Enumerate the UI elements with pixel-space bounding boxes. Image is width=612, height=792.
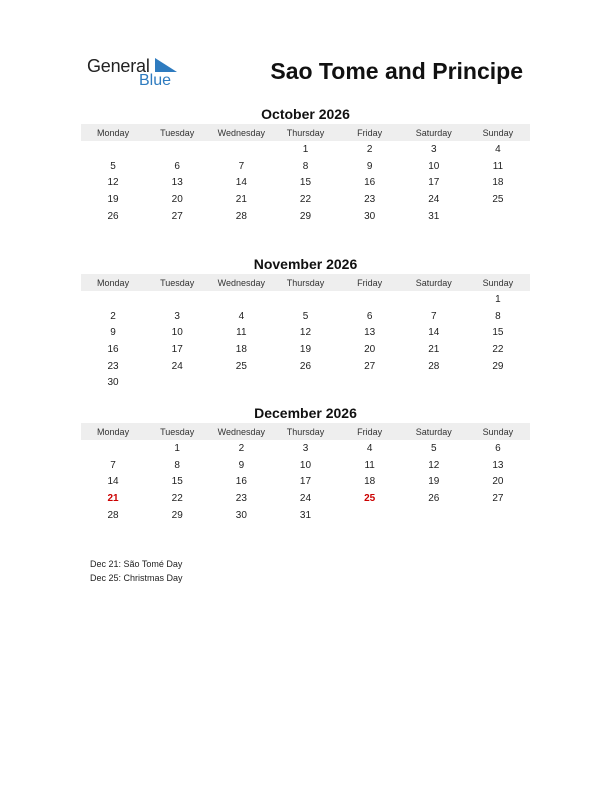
- day-cell: 3: [302, 442, 309, 454]
- day-cell: 13: [364, 327, 376, 339]
- day-cell: 30: [235, 509, 247, 521]
- weekday-header: Wednesday: [217, 127, 266, 138]
- day-cell: 13: [171, 177, 183, 189]
- weekday-header: Monday: [97, 277, 130, 288]
- day-cell: 11: [236, 327, 247, 339]
- day-cell: 11: [364, 459, 375, 471]
- country-title: Sao Tome and Principe: [270, 58, 523, 84]
- day-cell: 14: [235, 177, 247, 189]
- day-cell: 8: [495, 310, 501, 322]
- day-cell: 1: [495, 293, 501, 305]
- day-cell: 31: [428, 210, 440, 222]
- day-cell: 24: [299, 492, 312, 504]
- day-cell: 17: [171, 343, 183, 355]
- day-cell: 27: [364, 360, 376, 372]
- day-cell: 5: [430, 442, 437, 454]
- day-cell: 19: [428, 476, 440, 488]
- day-cell: 16: [107, 343, 119, 355]
- day-cell: 22: [171, 492, 183, 504]
- weekday-header: Saturday: [415, 277, 452, 288]
- day-cell: 21: [428, 343, 440, 355]
- weekday-header: Saturday: [415, 127, 452, 138]
- week-row: [81, 324, 530, 341]
- day-cell: 26: [107, 210, 119, 222]
- day-cell: 7: [110, 459, 116, 471]
- week-row: [81, 208, 530, 225]
- weekday-header: Tuesday: [160, 426, 195, 437]
- weekday-header: Friday: [357, 426, 383, 437]
- day-cell: 20: [364, 343, 376, 355]
- month-title: December 2026: [254, 405, 357, 421]
- weekday-header-row: [81, 124, 530, 141]
- weekday-header: Sunday: [482, 127, 514, 138]
- day-cell: 10: [299, 459, 312, 471]
- day-cell: 23: [235, 492, 247, 504]
- weekday-header: Tuesday: [160, 127, 195, 138]
- day-cell: 30: [364, 210, 376, 222]
- day-cell: 27: [171, 210, 183, 222]
- month-title: October 2026: [261, 106, 350, 122]
- weekday-header: Wednesday: [217, 426, 266, 437]
- week-row: [81, 440, 530, 457]
- week-row: [81, 473, 530, 490]
- day-cell: 30: [107, 377, 119, 389]
- month-november: [81, 254, 530, 391]
- day-cell: 2: [238, 442, 245, 454]
- day-cell: 12: [299, 327, 312, 339]
- day-cell: 28: [235, 210, 247, 222]
- logo-triangle-icon: [155, 58, 177, 72]
- day-cell: 13: [492, 459, 504, 471]
- weekday-header: Sunday: [482, 426, 514, 437]
- day-cell: 12: [428, 459, 440, 471]
- day-cell: 2: [110, 310, 116, 322]
- day-cell: 23: [107, 360, 119, 372]
- day-cell: 26: [428, 492, 440, 504]
- day-cell: 20: [492, 476, 504, 488]
- day-cell: 22: [299, 193, 312, 205]
- logo-blue-text: Blue: [139, 72, 172, 89]
- day-cell: 21: [107, 492, 119, 504]
- weekday-header: Tuesday: [160, 277, 195, 288]
- day-cell: 11: [492, 160, 504, 172]
- day-cell: 15: [171, 476, 183, 488]
- weekday-header: Monday: [97, 127, 130, 138]
- weekday-header: Thursday: [286, 127, 325, 138]
- day-cell: 18: [492, 177, 504, 189]
- day-cell: 19: [107, 193, 119, 205]
- day-cell: 9: [238, 459, 245, 471]
- day-cell: 28: [428, 360, 440, 372]
- day-cell: 7: [430, 310, 437, 322]
- day-cell: 23: [364, 193, 376, 205]
- day-cell: 9: [366, 160, 373, 172]
- day-cell: 7: [238, 160, 245, 172]
- day-cell: 19: [299, 343, 312, 355]
- day-cell: 4: [238, 310, 245, 322]
- day-cell: 10: [171, 327, 183, 339]
- week-row: [81, 457, 530, 474]
- day-cell: 29: [492, 360, 504, 372]
- day-cell: 17: [428, 177, 440, 189]
- weekday-header: Friday: [357, 277, 383, 288]
- day-cell: 15: [299, 177, 312, 189]
- month-title: November 2026: [253, 256, 358, 272]
- weekday-header-row: [81, 274, 530, 291]
- week-row: [81, 174, 530, 191]
- day-cell: 29: [171, 509, 183, 521]
- day-cell: 14: [428, 327, 440, 339]
- day-cell: 25: [364, 492, 376, 504]
- day-cell: 8: [174, 459, 180, 471]
- day-cell: 16: [364, 177, 376, 189]
- day-cell: 9: [110, 327, 116, 339]
- week-row: [81, 308, 530, 325]
- day-cell: 8: [302, 160, 309, 172]
- week-row: [81, 358, 530, 375]
- day-cell: 6: [366, 310, 373, 322]
- month-december: [81, 403, 530, 523]
- day-cell: 15: [492, 327, 504, 339]
- weekday-header-row: [81, 423, 530, 440]
- week-row: [81, 507, 530, 524]
- holiday-notes: [90, 557, 183, 585]
- day-cell: 5: [110, 160, 116, 172]
- brand-logo: [87, 56, 197, 92]
- day-cell: 4: [366, 442, 373, 454]
- logo-general-text: General: [87, 56, 150, 76]
- weekday-header: Thursday: [286, 426, 325, 437]
- week-row: [81, 158, 530, 175]
- day-cell: 14: [107, 476, 119, 488]
- day-cell: 24: [428, 193, 440, 205]
- weekday-header: Thursday: [286, 277, 325, 288]
- week-row: [81, 291, 530, 308]
- day-cell: 3: [430, 143, 437, 155]
- day-cell: 6: [495, 442, 501, 454]
- day-cell: 29: [299, 210, 312, 222]
- day-cell: 25: [492, 193, 504, 205]
- weekday-header: Wednesday: [217, 277, 266, 288]
- day-cell: 22: [492, 343, 504, 355]
- day-cell: 6: [174, 160, 180, 172]
- weekday-header: Sunday: [482, 277, 514, 288]
- day-cell: 2: [366, 143, 373, 155]
- day-cell: 26: [299, 360, 312, 372]
- day-cell: 12: [107, 177, 119, 189]
- day-cell: 25: [235, 360, 247, 372]
- day-cell: 4: [495, 143, 501, 155]
- week-row: [81, 141, 530, 158]
- day-cell: 20: [171, 193, 183, 205]
- holiday-note: Dec 21: São Tomé Day: [90, 559, 183, 569]
- month-october: [81, 104, 530, 224]
- day-cell: 18: [364, 476, 376, 488]
- weekday-header: Friday: [357, 127, 383, 138]
- weekday-header: Saturday: [415, 426, 452, 437]
- week-row: [81, 374, 530, 391]
- week-row: [81, 490, 530, 507]
- day-cell: 21: [235, 193, 247, 205]
- day-cell: 3: [174, 310, 180, 322]
- day-cell: 1: [174, 442, 180, 454]
- day-cell: 27: [492, 492, 504, 504]
- week-row: [81, 191, 530, 208]
- day-cell: 10: [428, 160, 440, 172]
- holiday-note: Dec 25: Christmas Day: [90, 573, 183, 583]
- day-cell: 1: [302, 143, 309, 155]
- day-cell: 24: [171, 360, 183, 372]
- weekday-header: Monday: [97, 426, 130, 437]
- week-row: [81, 341, 530, 358]
- day-cell: 17: [299, 476, 312, 488]
- day-cell: 31: [299, 509, 312, 521]
- day-cell: 16: [235, 476, 247, 488]
- day-cell: 28: [107, 509, 119, 521]
- day-cell: 5: [302, 310, 309, 322]
- day-cell: 18: [235, 343, 247, 355]
